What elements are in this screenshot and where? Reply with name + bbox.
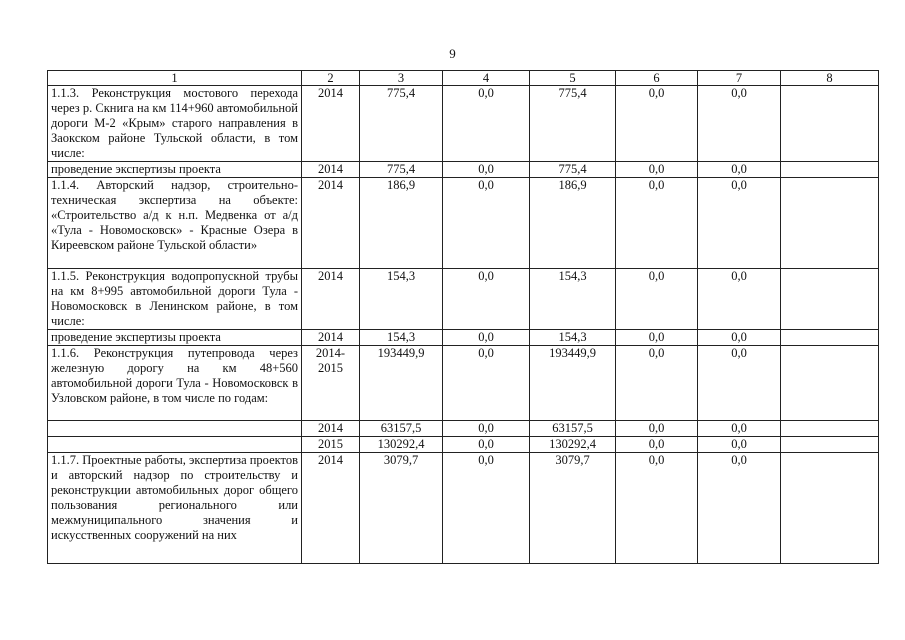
row-regional-budget: 154,3 [530,330,616,346]
row-regional-budget: 130292,4 [530,437,616,453]
row-description: 1.1.7. Проектные работы, экспертиза проектов и авторский надзор по строительству и реконструкции автомобильных дорог общего пользования регионального или межмуниципального значения и искусственных сооружений на них [48,453,302,564]
row-local-budget: 0,0 [616,178,698,269]
row-extrabudgetary: 0,0 [698,421,781,437]
row-federal-budget: 0,0 [443,421,530,437]
row-regional-budget: 154,3 [530,269,616,330]
table-row [48,86,879,162]
column-header: 7 [698,71,781,86]
row-total: 63157,5 [360,421,443,437]
row-federal-budget: 0,0 [443,453,530,564]
row-regional-budget: 193449,9 [530,346,616,421]
table-row [48,346,879,421]
row-column-8 [781,86,879,162]
table-row [48,178,879,269]
row-total: 130292,4 [360,437,443,453]
row-extrabudgetary: 0,0 [698,453,781,564]
row-local-budget: 0,0 [616,86,698,162]
row-total: 154,3 [360,330,443,346]
row-extrabudgetary: 0,0 [698,346,781,421]
row-extrabudgetary: 0,0 [698,330,781,346]
column-header: 8 [781,71,879,86]
table-row [48,421,879,437]
row-description [48,421,302,437]
row-column-8 [781,162,879,178]
row-total: 193449,9 [360,346,443,421]
row-federal-budget: 0,0 [443,437,530,453]
row-extrabudgetary: 0,0 [698,86,781,162]
row-total: 186,9 [360,178,443,269]
row-column-8 [781,346,879,421]
page-number: 9 [449,46,456,61]
row-local-budget: 0,0 [616,346,698,421]
column-header: 4 [443,71,530,86]
budget-table [47,70,879,564]
row-local-budget: 0,0 [616,453,698,564]
row-year: 2014 [302,269,360,330]
row-year: 2014 [302,421,360,437]
row-description: проведение экспертизы проекта [48,162,302,178]
row-year: 2014 [302,86,360,162]
row-local-budget: 0,0 [616,437,698,453]
row-year: 2014 [302,453,360,564]
row-total: 154,3 [360,269,443,330]
row-column-8 [781,421,879,437]
row-column-8 [781,453,879,564]
row-year: 2015 [302,437,360,453]
column-header: 5 [530,71,616,86]
row-regional-budget: 186,9 [530,178,616,269]
row-description: 1.1.5. Реконструкция водопропускной трубы на км 8+995 автомобильной дороги Тула - Новомосковск в Ленинском районе, в том числе: [48,269,302,330]
row-regional-budget: 775,4 [530,162,616,178]
row-description: 1.1.6. Реконструкция путепровода через железную дорогу на км 48+560 автомобильной дороги Тула - Новомосковск в Узловском районе, в том числе по годам: [48,346,302,421]
row-total: 3079,7 [360,453,443,564]
row-extrabudgetary: 0,0 [698,178,781,269]
row-description [48,437,302,453]
row-regional-budget: 3079,7 [530,453,616,564]
row-year: 2014 [302,330,360,346]
row-local-budget: 0,0 [616,421,698,437]
row-description: 1.1.4. Авторский надзор, строительно-техническая экспертиза на объекте: «Строительство а/д к н.п. Медвенка от а/д «Тула - Новомосковск» - Красные Озера в Киреевском районе Тульской области» [48,178,302,269]
row-extrabudgetary: 0,0 [698,162,781,178]
row-local-budget: 0,0 [616,330,698,346]
table-header-row [48,71,879,86]
column-header: 1 [48,71,302,86]
row-local-budget: 0,0 [616,269,698,330]
row-description: 1.1.3. Реконструкция мостового перехода через р. Скнига на км 114+960 автомобильной дороги М-2 «Крым» старого направления в Заокском районе Тульской области, в том числе: [48,86,302,162]
table-row [48,453,879,564]
row-total: 775,4 [360,162,443,178]
column-header: 3 [360,71,443,86]
row-extrabudgetary: 0,0 [698,269,781,330]
row-federal-budget: 0,0 [443,178,530,269]
table-row [48,437,879,453]
row-federal-budget: 0,0 [443,162,530,178]
row-federal-budget: 0,0 [443,269,530,330]
column-header: 2 [302,71,360,86]
row-column-8 [781,269,879,330]
table-row [48,269,879,330]
row-year: 2014-2015 [302,346,360,421]
row-federal-budget: 0,0 [443,330,530,346]
row-total: 775,4 [360,86,443,162]
column-header: 6 [616,71,698,86]
row-federal-budget: 0,0 [443,86,530,162]
row-federal-budget: 0,0 [443,346,530,421]
row-extrabudgetary: 0,0 [698,437,781,453]
table-row [48,162,879,178]
row-year: 2014 [302,162,360,178]
table-row [48,330,879,346]
row-local-budget: 0,0 [616,162,698,178]
row-year: 2014 [302,178,360,269]
row-column-8 [781,437,879,453]
row-regional-budget: 775,4 [530,86,616,162]
row-description: проведение экспертизы проекта [48,330,302,346]
row-column-8 [781,178,879,269]
row-regional-budget: 63157,5 [530,421,616,437]
row-column-8 [781,330,879,346]
